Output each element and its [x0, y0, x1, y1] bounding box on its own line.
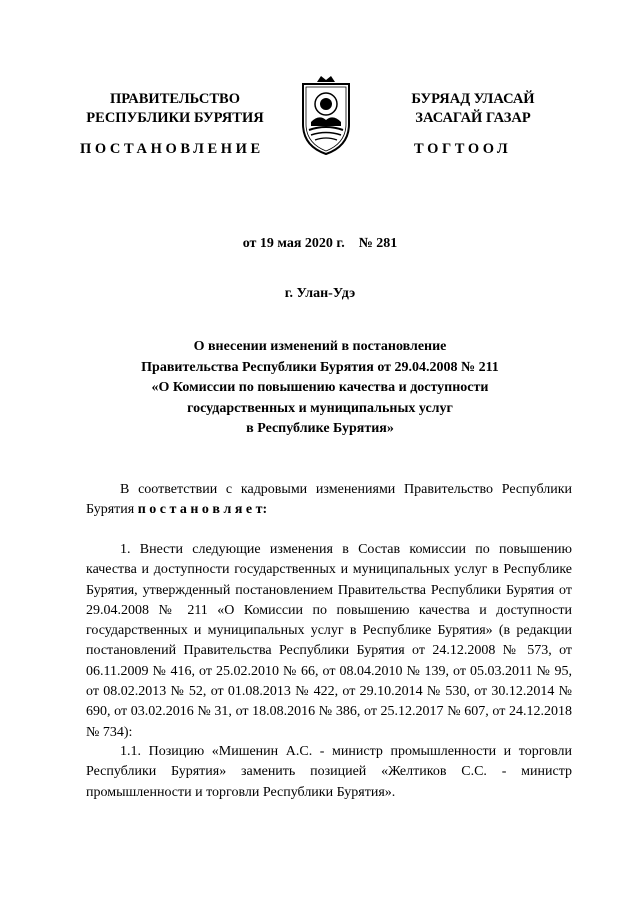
item-1-paragraph: 1. Внести следующие изменения в Состав комиссии по повышению качества и доступности государственных и муниципальных услуг в Республике Бурятия, утвержденный постановлением Правительства Республики Бурятия от 29.04.2008 № 211 «О Комиссии по повышению качества и доступности государственных и муниципальных услуг в Республике Бурятия» (в редакции постановлений Правительства Республики Бурятия от 24.12.2008 № 573, от 06.11.2009 № 416, от 25.02.2010 № 66, от 08.04.2010 № 139, от 05.03.2011 № 95, от 08.02.2013 № 52, от 01.08.2013 № 422, от 29.10.2014 № 530, от 30.12.2014 № 690, от 03.02.2016 № 31, от 18.08.2016 № 386, от 25.12.2017 № 607, от 24.12.2018 № 734): [86, 542, 572, 740]
title-line4: государственных и муниципальных услуг [187, 400, 453, 416]
doc-type-bua: ТОГТООЛ [414, 141, 512, 157]
doc-type-ru: ПОСТАНОВЛЕНИЕ [80, 141, 264, 157]
government-name-ru [80, 90, 270, 128]
city-name: г. Улан-Удэ [284, 286, 356, 301]
item-1-1-paragraph: 1.1. Позицию «Мишенин А.С. - министр промышленности и торговли Республики Бурятия» заменить позицией «Желтиков С.С. - министр промышленности и торговли Республики Бурятия». [86, 744, 572, 800]
government-name-line2: РЕСПУБЛИКИ БУРЯТИЯ [86, 110, 264, 126]
title-line2: Правительства Республики Бурятия от 29.04.2008 № 211 [141, 359, 499, 375]
government-name-bua-line1: БУРЯАД УЛАСАЙ [411, 91, 535, 107]
coat-of-arms-icon [297, 74, 355, 156]
title-line5: в Республике Бурятия» [246, 421, 394, 436]
date-number-line: от 19 мая 2020 г. № 281 [242, 236, 398, 251]
title-line3: «О Комиссии по повышению качества и доступности [151, 380, 489, 395]
preamble-text: В соответствии с кадровыми изменениями Правительство Республики Бурятия [86, 482, 572, 518]
government-name-line1: ПРАВИТЕЛЬСТВО [110, 91, 240, 107]
government-name-bua [378, 90, 568, 128]
preamble-keyword: п о с т а н о в л я е т: [137, 502, 268, 518]
preamble-paragraph [86, 480, 572, 521]
government-name-bua-line2: ЗАСАГАЙ ГАЗАР [415, 110, 531, 126]
title-line1: О внесении изменений в постановление [193, 339, 447, 354]
document-title [70, 337, 570, 440]
